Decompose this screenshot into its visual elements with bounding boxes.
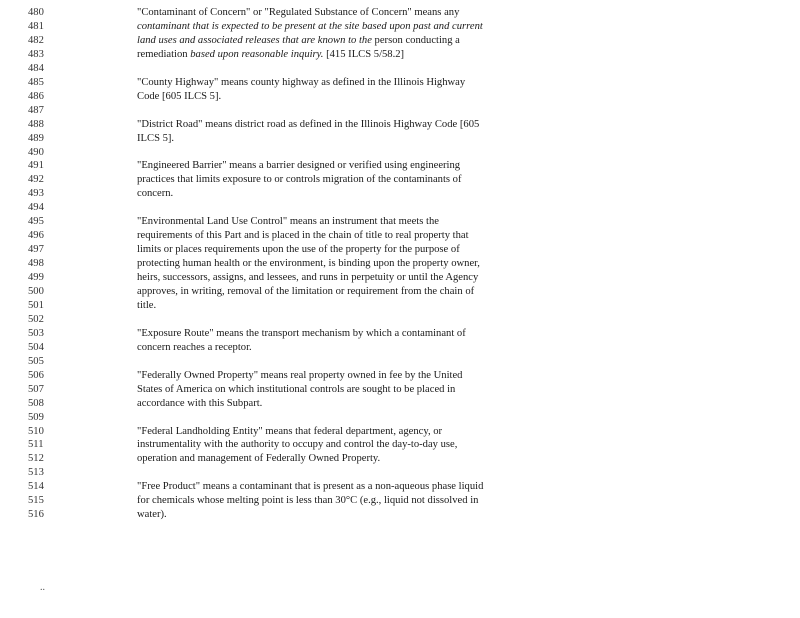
document-line [0, 104, 600, 118]
line-text [137, 438, 457, 452]
line-number: 489 [28, 132, 44, 144]
text-segment: "Federal Landholding Entity" means that federal department, agency, or [137, 425, 443, 437]
line-number: 502 [28, 313, 44, 325]
line-text [137, 452, 380, 466]
line-number: 495 [28, 216, 44, 228]
document-line [0, 411, 600, 425]
text-segment: "County Highway" means county highway as defined in the Illinois Highway [137, 76, 466, 88]
text-segment: instrumentality with the authority to occupy and control the day-to-day use, [137, 439, 458, 451]
line-text [137, 173, 462, 187]
document-line [0, 48, 600, 62]
document-line [0, 438, 600, 452]
line-number: 494 [28, 202, 44, 214]
text-segment: ILCS 5]. [137, 132, 175, 144]
text-segment: person conducting a [371, 34, 460, 46]
line-number: 496 [28, 230, 44, 242]
text-segment: operation and management of Federally Owned Property. [137, 453, 381, 465]
text-segment: "Free Product" means a contaminant that is present as a non-aqueous phase liquid [137, 481, 484, 493]
text-segment: [415 ILCS 5/58.2] [323, 48, 405, 60]
line-number: 498 [28, 258, 44, 270]
line-number: 510 [28, 425, 44, 437]
document-line [0, 313, 600, 327]
text-segment: protecting human health or the environment, is binding upon the property owner, [137, 258, 480, 270]
text-segment: "Environmental Land Use Control" means an instrument that meets the [137, 216, 439, 228]
document-line [0, 285, 600, 299]
line-text [137, 341, 252, 355]
line-number: 516 [28, 509, 44, 521]
document-line [0, 90, 600, 104]
text-segment: practices that limits exposure to or controls migration of the contaminants of [137, 174, 462, 186]
text-segment: Code [605 ILCS 5]. [137, 90, 222, 102]
line-text [137, 76, 465, 90]
document-line [0, 327, 600, 341]
text-segment: approves, in writing, removal of the limitation or requirement from the chain of [137, 286, 475, 297]
text-segment: for chemicals whose melting point is less than 30°C (e.g., liquid not dissolved in [137, 495, 479, 507]
document-line [0, 508, 600, 522]
page-footer-mark: .. [40, 582, 45, 593]
document-line [0, 159, 600, 173]
document-line [0, 494, 600, 508]
line-text [137, 6, 459, 20]
document-line [0, 452, 600, 466]
line-text [137, 159, 460, 173]
line-text [137, 327, 466, 341]
line-number: 482 [28, 34, 44, 46]
line-number: 512 [28, 453, 44, 465]
document-line [0, 34, 600, 48]
line-text [137, 257, 480, 271]
text-segment: "Exposure Route" means the transport mechanism by which a contaminant of [137, 327, 466, 339]
document-line [0, 20, 600, 34]
document-line [0, 397, 600, 411]
document-line [0, 243, 600, 257]
document-line [0, 132, 600, 146]
line-text [137, 187, 173, 201]
text-segment: concern reaches a receptor. [137, 341, 252, 353]
line-text [137, 34, 460, 48]
document-line [0, 341, 600, 355]
text-segment: heirs, successors, assigns, and lessees, and runs in perpetuity or until the Agency [137, 272, 479, 284]
line-text [137, 397, 262, 411]
line-text [137, 20, 483, 34]
document-line [0, 201, 600, 215]
line-number: 485 [28, 76, 44, 88]
italic-text-segment: contaminant that is expected to be present at the site based upon past and current [137, 20, 483, 32]
line-number: 487 [28, 104, 44, 116]
line-text [137, 271, 478, 285]
line-number: 493 [28, 188, 44, 200]
text-segment: "District Road" means district road as defined in the Illinois Highway Code [605 [137, 118, 480, 130]
line-number: 507 [28, 383, 44, 395]
line-number: 497 [28, 244, 44, 256]
document-line [0, 62, 600, 76]
line-number: 484 [28, 62, 44, 74]
text-segment: limits or places requirements upon the use of the property for the purpose of [137, 244, 460, 256]
line-number: 500 [28, 286, 44, 297]
line-number: 506 [28, 369, 44, 381]
text-segment: accordance with this Subpart. [137, 397, 263, 409]
line-text [137, 48, 404, 62]
line-text [137, 215, 439, 229]
line-number: 481 [28, 20, 44, 32]
line-number: 492 [28, 174, 44, 186]
document-line [0, 425, 600, 439]
text-segment: "Federally Owned Property" means real property owned in fee by the United [137, 369, 463, 381]
document-line [0, 76, 600, 90]
italic-text-segment: land uses and associated releases that are known to the [137, 34, 372, 46]
document-line [0, 229, 600, 243]
document-line [0, 271, 600, 285]
document-line [0, 299, 600, 313]
line-text [137, 480, 483, 494]
document-line [0, 383, 600, 397]
line-number: 483 [28, 48, 44, 60]
line-text [137, 285, 474, 299]
document-line [0, 355, 600, 369]
line-number: 480 [28, 7, 44, 18]
line-number: 504 [28, 341, 44, 353]
line-text [137, 299, 156, 313]
line-text [137, 132, 174, 146]
text-segment: "Engineered Barrier" means a barrier designed or verified using engineering [137, 160, 461, 172]
line-number: 488 [28, 118, 44, 130]
line-number: 505 [28, 355, 44, 367]
line-text [137, 243, 460, 257]
line-text [137, 229, 469, 243]
text-segment: water). [137, 509, 167, 521]
line-number: 515 [28, 495, 44, 507]
line-number: 491 [28, 160, 44, 172]
text-segment: concern. [137, 188, 174, 200]
text-segment: requirements of this Part and is placed in the chain of title to real property that [137, 230, 469, 242]
line-text [137, 369, 462, 383]
line-number: 509 [28, 411, 44, 423]
line-number: 513 [28, 467, 44, 479]
line-number: 490 [28, 146, 44, 158]
text-segment: remediation [137, 48, 191, 60]
document-line [0, 6, 600, 20]
line-number: 501 [28, 299, 44, 311]
document-line [0, 215, 600, 229]
document-line [0, 146, 600, 160]
document-line [0, 480, 600, 494]
line-number: 503 [28, 327, 44, 339]
line-text [137, 383, 455, 397]
line-number: 486 [28, 90, 44, 102]
line-text [137, 425, 442, 439]
italic-text-segment: based upon reasonable inquiry. [190, 48, 324, 60]
document-line [0, 187, 600, 201]
line-text [137, 508, 167, 522]
line-number: 514 [28, 481, 44, 493]
line-number: 508 [28, 397, 44, 409]
line-text [137, 118, 479, 132]
text-segment: "Contaminant of Concern" or "Regulated Substance of Concern" means any [137, 7, 460, 18]
text-segment: States of America on which institutional controls are sought to be placed in [137, 383, 456, 395]
line-text [137, 90, 221, 104]
document-line [0, 466, 600, 480]
line-number: 499 [28, 272, 44, 284]
document-line [0, 118, 600, 132]
document-line [0, 257, 600, 271]
line-text [137, 494, 478, 508]
document-line [0, 369, 600, 383]
text-segment: title. [137, 299, 157, 311]
line-number: 511 [28, 439, 44, 451]
document-line [0, 173, 600, 187]
